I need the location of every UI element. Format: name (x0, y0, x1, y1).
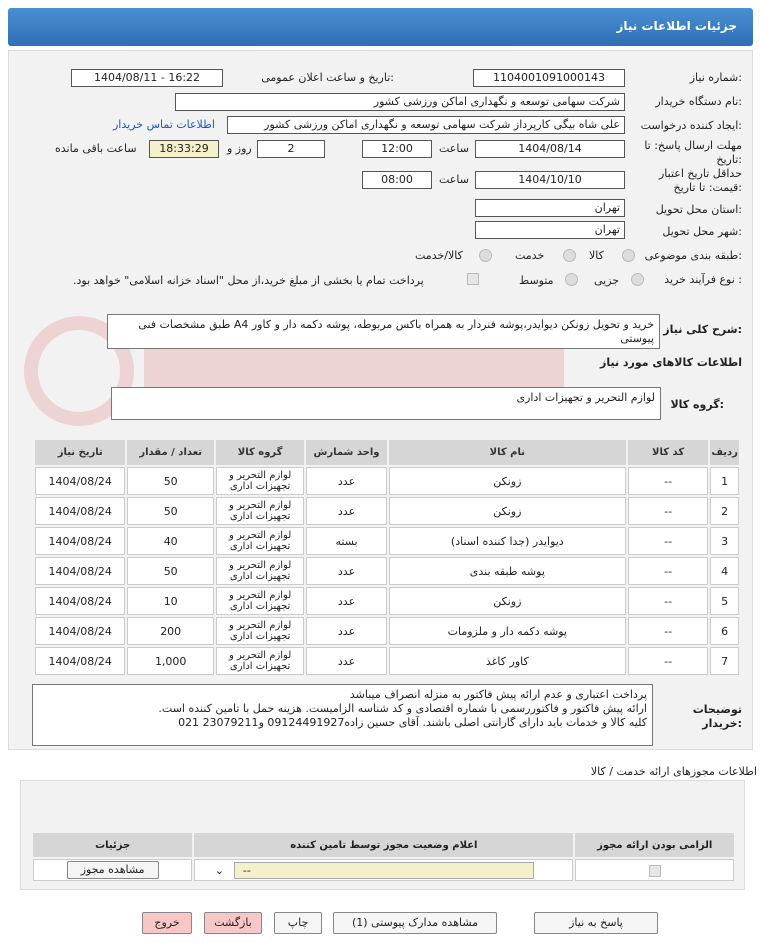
city-field: تهران (475, 221, 625, 239)
buyer-notes-line-1: پرداخت اعتباری و عدم ارائه پیش فاکتور به منزله انصراف میباشد (349, 688, 647, 701)
row-index: 3 (710, 527, 739, 555)
license-col-status: اعلام وضعیت مجوز توسط تامین کننده (194, 833, 573, 857)
col-date: تاریخ نیاز (35, 440, 125, 465)
license-col-required: الزامی بودن ارائه مجوز (575, 833, 734, 857)
row-code: -- (628, 617, 708, 645)
remaining-label: ساعت باقی مانده (55, 142, 137, 155)
deadline-time-field: 12:00 (362, 140, 432, 158)
items-table (33, 438, 741, 677)
announce-label: تاریخ و ساعت اعلان عمومی: (261, 71, 394, 84)
category-radio-both[interactable] (479, 249, 492, 262)
col-name: نام کالا (389, 440, 626, 465)
row-index: 7 (710, 647, 739, 675)
buyer-contact-link[interactable]: اطلاعات تماس خریدار (113, 118, 215, 131)
page-title: جزئیات اطلاعات نیاز (616, 19, 737, 33)
purchase-radio-medium[interactable] (565, 273, 578, 286)
deadline-date-field: 1404/08/14 (475, 140, 625, 158)
row-group: لوازم التحریر و تجهیزات اداری (216, 587, 304, 615)
col-group: گروه کالا (216, 440, 304, 465)
row-date: 1404/08/24 (35, 557, 125, 585)
deadline-time-label: ساعت (439, 142, 469, 155)
row-code: -- (628, 467, 708, 495)
row-date: 1404/08/24 (35, 467, 125, 495)
row-qty: 50 (127, 467, 213, 495)
col-unit: واحد شمارش (306, 440, 386, 465)
validity-label: حداقل تاریخ اعتبار قیمت: تا تاریخ: (658, 167, 742, 194)
row-unit: عدد (306, 557, 386, 585)
license-required-checkbox[interactable] (649, 865, 661, 877)
row-name: زونکن (389, 467, 626, 495)
page-header (8, 8, 753, 46)
exit-button[interactable]: خروج (142, 912, 192, 934)
license-section-title: اطلاعات مجوزهای ارائه خدمت / کالا (590, 765, 757, 778)
table-row (35, 557, 739, 585)
need-number-field: 1104001091000143 (473, 69, 625, 87)
goods-group-label: گروه کالا: (670, 398, 724, 411)
category-option-goods: کالا (589, 249, 604, 262)
row-date: 1404/08/24 (35, 527, 125, 555)
description-field: خرید و تحویل زونکن دیوایدر،پوشه فنردار به همراه باکس مربوطه، پوشه دکمه دار و کاور A4 طبق مشخصات فنی پیوستی (107, 314, 660, 349)
license-col-details: جزئیات (33, 833, 192, 857)
row-qty: 40 (127, 527, 213, 555)
purchase-option-medium: متوسط (519, 274, 554, 287)
category-radio-service[interactable] (563, 249, 576, 262)
treasury-checkbox[interactable] (467, 273, 479, 285)
row-name: کاور کاغذ (389, 647, 626, 675)
row-code: -- (628, 557, 708, 585)
row-code: -- (628, 647, 708, 675)
row-unit: عدد (306, 617, 386, 645)
table-row (35, 497, 739, 525)
purchase-radio-minor[interactable] (631, 273, 644, 286)
row-date: 1404/08/24 (35, 617, 125, 645)
buyer-notes-label: توضیحات خریدار: (692, 703, 742, 730)
table-row (35, 467, 739, 495)
license-panel (20, 780, 745, 890)
row-group: لوازم التحریر و تجهیزات اداری (216, 557, 304, 585)
license-row (33, 859, 734, 881)
goods-group-field: لوازم التحریر و تجهیزات اداری (111, 387, 661, 420)
row-qty: 10 (127, 587, 213, 615)
days-label: روز و (227, 142, 252, 155)
reply-button[interactable]: پاسخ به نیاز (534, 912, 658, 934)
row-unit: عدد (306, 497, 386, 525)
row-group: لوازم التحریر و تجهیزات اداری (216, 647, 304, 675)
row-code: -- (628, 527, 708, 555)
purchase-type-label: نوع فرآیند خرید : (664, 273, 742, 286)
row-name: پوشه طبقه بندی (389, 557, 626, 585)
row-index: 6 (710, 617, 739, 645)
buyer-notes-line-2: ارائه پیش فاکتور و فاکتوررسمی با شماره اقتصادی و کد شناسه الزامیست. هزینه حمل با تامین کننده است. (158, 702, 647, 715)
table-row (35, 587, 739, 615)
creator-field: علی شاه بیگی کارپرداز شرکت سهامی توسعه و نگهداری اماکن ورزشی کشور (227, 116, 625, 134)
validity-date-field: 1404/10/10 (475, 171, 625, 189)
row-unit: عدد (306, 647, 386, 675)
announce-field: 1404/08/11 - 16:22 (71, 69, 223, 87)
row-index: 5 (710, 587, 739, 615)
row-index: 1 (710, 467, 739, 495)
table-row (35, 617, 739, 645)
print-button[interactable]: چاپ (274, 912, 322, 934)
row-qty: 1,000 (127, 647, 213, 675)
view-attachments-button[interactable]: مشاهده مدارک پیوستی (1) (333, 912, 497, 934)
row-group: لوازم التحریر و تجهیزات اداری (216, 497, 304, 525)
row-name: دیوایدر (جدا کننده اسناد) (389, 527, 626, 555)
row-qty: 50 (127, 497, 213, 525)
description-label: شرح کلی نیاز: (663, 323, 742, 336)
validity-time-field: 08:00 (362, 171, 432, 189)
row-group: لوازم التحریر و تجهیزات اداری (216, 617, 304, 645)
row-group: لوازم التحریر و تجهیزات اداری (216, 467, 304, 495)
license-required-cell (575, 859, 734, 881)
goods-info-title: اطلاعات کالاهای مورد نیاز (600, 356, 742, 369)
license-details-cell (33, 859, 192, 881)
row-group: لوازم التحریر و تجهیزات اداری (216, 527, 304, 555)
category-radio-goods[interactable] (622, 249, 635, 262)
days-field: 2 (257, 140, 325, 158)
category-option-service: خدمت (515, 249, 545, 262)
row-index: 4 (710, 557, 739, 585)
treasury-note: پرداخت تمام یا بخشی از مبلغ خرید،از محل "اسناد خزانه اسلامی" خواهد بود. (73, 274, 424, 287)
table-row (35, 647, 739, 675)
row-date: 1404/08/24 (35, 587, 125, 615)
remaining-time-field: 18:33:29 (149, 140, 219, 158)
city-label: شهر محل تحویل: (662, 225, 742, 238)
license-status-value: -- (242, 863, 251, 877)
row-name: پوشه دکمه دار و ملزومات (389, 617, 626, 645)
row-qty: 50 (127, 557, 213, 585)
row-unit: عدد (306, 587, 386, 615)
row-unit: بسته (306, 527, 386, 555)
purchase-option-minor: جزیی (594, 274, 620, 287)
row-index: 2 (710, 497, 739, 525)
province-label: استان محل تحویل: (655, 203, 742, 216)
row-date: 1404/08/24 (35, 647, 125, 675)
table-row (35, 527, 739, 555)
col-code: کد کالا (628, 440, 708, 465)
province-field: تهران (475, 199, 625, 217)
buyer-field: شرکت سهامی توسعه و نگهداری اماکن ورزشی کشور (175, 93, 625, 111)
creator-label: ایجاد کننده درخواست: (640, 119, 742, 132)
view-license-button[interactable]: مشاهده مجوز (67, 861, 159, 879)
row-qty: 200 (127, 617, 213, 645)
buyer-notes-field (32, 684, 653, 746)
chevron-down-icon: ⌄ (214, 863, 225, 877)
license-status-cell (194, 859, 573, 881)
license-table (31, 831, 736, 883)
row-unit: عدد (306, 467, 386, 495)
col-qty: تعداد / مقدار (127, 440, 213, 465)
row-name: زونکن (389, 497, 626, 525)
row-date: 1404/08/24 (35, 497, 125, 525)
row-code: -- (628, 587, 708, 615)
need-number-label: شماره نیاز: (689, 71, 742, 84)
deadline-label: مهلت ارسال پاسخ: تا تاریخ: (644, 139, 742, 166)
row-name: زونکن (389, 587, 626, 615)
buyer-notes-line-3: کلیه کالا و خدمات باید دارای گارانتی اصلی باشند. آقای حسین زاده09124491927 و23079211 021 (178, 716, 647, 729)
back-button[interactable]: بازگشت (204, 912, 262, 934)
license-status-select[interactable] (214, 862, 534, 879)
category-label: طبقه بندی موضوعی: (644, 249, 742, 262)
category-option-both: کالا/خدمت (415, 249, 463, 262)
validity-time-label: ساعت (439, 173, 469, 186)
row-code: -- (628, 497, 708, 525)
buyer-label: نام دستگاه خریدار: (655, 95, 742, 108)
col-index: ردیف (710, 440, 739, 465)
